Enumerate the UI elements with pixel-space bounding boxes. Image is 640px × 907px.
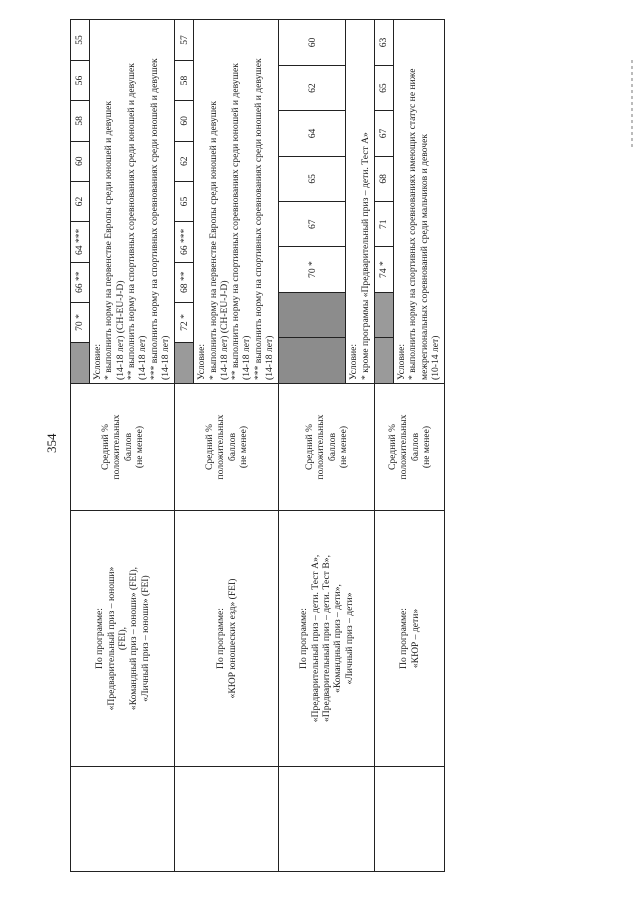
scores-cell [375, 20, 445, 384]
note-line: * выполнить норму на первенстве Европы среди юношей и девушек [207, 100, 219, 380]
note-line: (14-18 лет) [241, 335, 253, 380]
note-line: Условие: [396, 343, 407, 380]
shaded-score-cell [279, 338, 346, 383]
shaded-score-cell [175, 343, 194, 383]
score-cell: 65 [375, 65, 394, 110]
program-cell [175, 511, 279, 767]
program-line: По программе: [298, 608, 310, 669]
criterion-line: (не менее) [133, 425, 145, 469]
note-line: *** выполнить норму на спортивных соревнованиях среди юношей и девушек [148, 58, 160, 380]
score-cell: 60 [279, 20, 346, 65]
score-cell: 63 [375, 20, 394, 65]
note-line: (14-18 лет) (CH-EU-J-D) [218, 280, 230, 380]
rotated-table-container [70, 35, 472, 872]
score-cell: 58 [175, 60, 194, 100]
score-cell: 70 * [279, 247, 346, 292]
note-line: Условие: [196, 343, 208, 380]
program-line: По программе: [94, 608, 106, 669]
program-line: «Предварительный приз – дети. Тест В», [321, 555, 333, 723]
score-cell: 62 [279, 65, 346, 110]
score-cell: 66 ** [71, 262, 90, 302]
note-line: (14-18 лет) (CH-EU-J-D) [114, 280, 126, 380]
program-line: «Личный приз – юноши» (FEI) [139, 575, 151, 702]
score-cell: 74 * [375, 247, 394, 292]
criterion-cell [279, 384, 375, 511]
program-line: «КЮР юношеских езд» (FEI) [226, 578, 238, 699]
score-cell: 60 [175, 101, 194, 141]
program-line: «Командный приз – дети», [332, 584, 344, 693]
scores-cell [71, 20, 175, 384]
shaded-score-cell [279, 292, 346, 337]
program-line: По программе: [398, 608, 410, 669]
score-cell: 55 [71, 20, 90, 60]
scores-cell [175, 20, 279, 384]
scan-edge-mark [631, 60, 633, 150]
criterion-line: Средний % [204, 424, 216, 471]
program-cell [71, 511, 175, 767]
score-cell: 71 [375, 202, 394, 247]
scores-table [375, 20, 394, 383]
score-cell: 65 [279, 156, 346, 201]
table-row [175, 20, 279, 872]
score-cell: 62 [175, 141, 194, 181]
program-line: «Командный приз – юноши» (FEI), [128, 566, 140, 711]
table-row [375, 20, 445, 872]
condition-note [346, 20, 374, 383]
qualification-table [70, 19, 445, 872]
score-cell: 66 *** [175, 222, 194, 262]
score-cell: 68 [375, 156, 394, 201]
table-row [279, 20, 375, 872]
note-line: * кроме программы «Предварительный приз – дети. Тест А» [359, 132, 371, 380]
criterion-line: Средний % [387, 424, 398, 471]
empty-first-column-cell [175, 767, 279, 872]
shaded-score-cell [375, 338, 394, 383]
program-cell [375, 511, 445, 767]
condition-note [90, 20, 174, 383]
condition-note [194, 20, 278, 383]
note-line: * выполнить норму на первенстве Европы среди юношей и девушек [103, 100, 115, 380]
note-line: * выполнить норму на спортивных соревнованиях имеющих статус не ниже [407, 68, 419, 380]
criterion-line: (не менее) [338, 425, 349, 469]
page-number: 354 [44, 433, 59, 453]
score-cell: 57 [175, 20, 194, 60]
criterion-line: баллов [226, 432, 238, 462]
scores-table [279, 20, 346, 383]
note-line: Условие: [348, 343, 360, 380]
program-line: «Предварительный приз – дети. Тест А», [309, 554, 321, 723]
note-line: ** выполнить норму на спортивных соревнованиях среди юношей и девушек [230, 63, 242, 380]
score-cell: 72 * [175, 302, 194, 342]
score-cell: 64 [279, 111, 346, 156]
score-cell: 56 [71, 60, 90, 100]
note-line: (10-14 лет) [429, 335, 441, 380]
score-cell: 58 [71, 101, 90, 141]
note-line: Условие: [92, 343, 103, 380]
program-line: (FEI), [116, 626, 128, 651]
score-cell: 65 [175, 181, 194, 221]
score-cell: 70 * [71, 302, 90, 342]
note-line: (14-18 лет) [264, 335, 276, 380]
criterion-line: Средний % [99, 424, 111, 471]
criterion-line: Средний % [304, 424, 316, 471]
score-cell: 60 [71, 141, 90, 181]
shaded-score-cell [71, 343, 90, 383]
criterion-cell [71, 384, 175, 511]
condition-note [394, 20, 444, 383]
criterion-line: положительных [315, 414, 327, 480]
criterion-line: (не менее) [238, 425, 250, 469]
note-line: (14-18 лет) [137, 335, 149, 380]
program-cell [279, 511, 375, 767]
note-line: межрегиональных соревнований среди мальчиков и девочек [418, 134, 430, 380]
empty-first-column-cell [375, 767, 445, 872]
score-cell: 67 [375, 111, 394, 156]
note-line: (14-18 лет) [159, 335, 171, 380]
program-line: «Личный приз – дети» [343, 592, 355, 685]
scores-table [71, 20, 90, 383]
criterion-line: (не менее) [420, 425, 432, 469]
table-row [71, 20, 175, 872]
scores-table [175, 20, 194, 383]
score-cell: 67 [279, 202, 346, 247]
empty-first-column-cell [71, 767, 175, 872]
criterion-line: баллов [122, 432, 134, 462]
criterion-line: баллов [409, 432, 421, 462]
program-line: По программе: [215, 608, 227, 669]
criterion-line: положительных [215, 414, 227, 480]
criterion-line: положительных [111, 414, 123, 480]
program-line: «Предварительный приз – юноши» [105, 566, 117, 711]
note-line: *** выполнить норму на спортивных соревнованиях среди юношей и девушек [252, 58, 264, 380]
shaded-score-cell [375, 292, 394, 337]
program-line: «КЮР – дети» [409, 608, 421, 669]
empty-first-column-cell [279, 767, 375, 872]
criterion-cell [175, 384, 279, 511]
criterion-line: положительных [398, 414, 410, 480]
score-cell: 62 [71, 181, 90, 221]
criterion-line: баллов [326, 432, 338, 462]
note-line: ** выполнить норму на спортивных соревнованиях среди юношей и девушек [125, 63, 137, 380]
criterion-cell [375, 384, 445, 511]
scores-cell [279, 20, 375, 384]
score-cell: 68 ** [175, 262, 194, 302]
score-cell: 64 *** [71, 222, 90, 262]
